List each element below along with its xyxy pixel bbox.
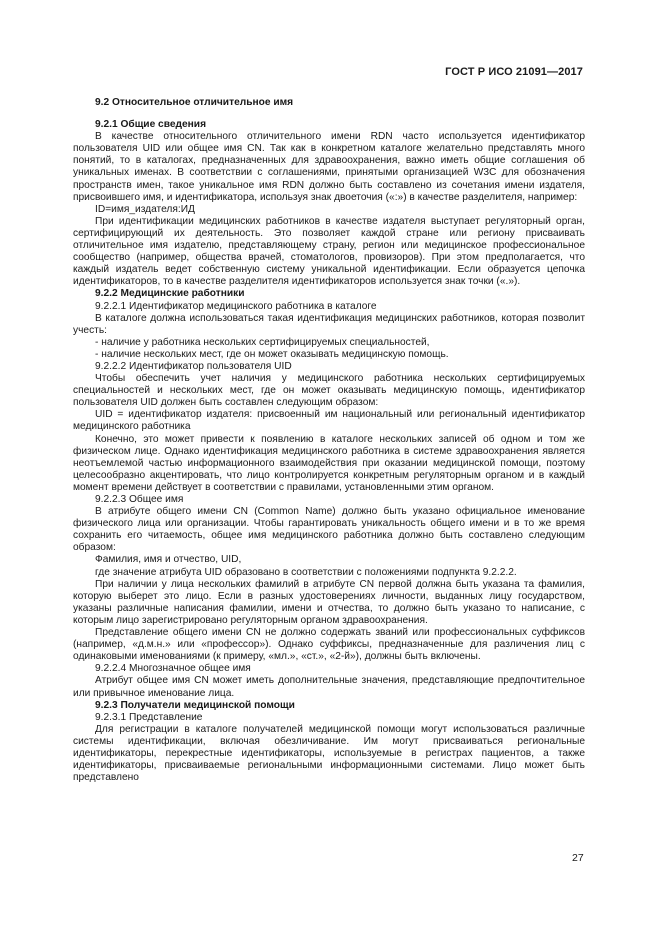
paragraph: Конечно, это может привести к появлению в каталоге нескольких записей об одном и том же физическом лице. Однако идентификация медицинского работника в системе здравоохранения является неотъемлемой частью информационного взаимодействия при оказании медицинской помощи, поэтому целесообразно акцентировать, что лицо контролируется конкретным регуляторным органом и в каждый момент времени действует в соответствии с правилами, установленными этим органом.	[73, 433, 585, 493]
paragraph: Для регистрации в каталоге получателей медицинской помощи могут использоваться различные системы идентификации, включая обезличивание. Им могут присваиваться региональные идентификаторы, перекрестные идентификаторы, используемые в регистрах пациентов, а также идентификаторы, присваиваемые региональными информационными системами. Лицо может быть представлено	[73, 723, 585, 784]
paragraph: Чтобы обеспечить учет наличия у медицинского работника нескольких сертифицируемых специальностей и нескольких мест, где он может оказывать медицинскую помощь, идентификатор пользователя UID должен быть составлен следующим образом:	[73, 373, 585, 409]
document-body	[73, 97, 585, 784]
paragraph: В качестве относительного отличительного имени RDN часто используется идентификатор пользователя UID или общее имя CN. Так как в конкретном каталоге желательно представлять много понятий, то в каталогах, предназначенных для здравоохранения, важно иметь общие соглашения об уникальных именах. В соответствии с соглашениями, принятыми организацией W3C для обозначения пространств имен, такое уникальное имя RDN должно быть составлено из сочетания имени издателя, присвоившего имя, и идентификатора, используя знак двоеточия («:») в качестве разделителя, например:	[73, 131, 585, 203]
paragraph: При идентификации медицинских работников в качестве издателя выступает регуляторный орган, сертифицирующий их деятельность. Это позволяет каждой стране или региону присваивать отличительное имя издателю, представляющему страну, регион или медицинское профессиональное сообщество (например, общества врачей, стоматологов, провизоров). При этом предполагается, что каждый издатель ведет собственную систему уникальной идентификации. Если образуется цепочка идентификаторов, то в качестве разделителя идентификаторов используется знак точки («.»).	[73, 215, 585, 288]
subsection-heading: 9.2.3 Получатели медицинской помощи	[95, 699, 295, 711]
paragraph: В атрибуте общего имени CN (Common Name) должно быть указано официальное именование физического лица или организации. Чтобы гарантировать уникальность общего имени и в то же время сохранить его читаемость, общее имя медицинского работника должно быть составлено следующим образом:	[73, 506, 585, 554]
section-heading: 9.2 Относительное отличительное имя	[95, 97, 294, 108]
clause-heading: 9.2.3.1 Представление	[95, 711, 203, 723]
standard-header: ГОСТ Р ИСО 21091—2017	[445, 66, 583, 78]
clause-heading: 9.2.2.4 Многозначное общее имя	[95, 663, 251, 675]
subsection-heading: 9.2.2 Медицинские работники	[95, 288, 245, 300]
paragraph: При наличии у лица нескольких фамилий в атрибуте CN первой должна быть указана та фамилия, которую выберет это лицо. Если в разных удостоверениях личности, выданных лицу государством, указаны различные написания фамилии, имени и отчества, то должно быть указано то написание, с которым лицо зарегистрировано регуляторным органом здравоохранения.	[73, 578, 585, 626]
clause-heading: 9.2.2.1 Идентификатор медицинского работника в каталоге	[95, 300, 377, 312]
page-number: 27	[572, 852, 584, 864]
list-item: - наличие нескольких мест, где он может оказывать медицинскую помощь.	[95, 348, 449, 360]
clause-heading: 9.2.2.2 Идентификатор пользователя UID	[95, 360, 292, 372]
formula-line: ID=имя_издателя:ИД	[95, 203, 195, 215]
clause-heading: 9.2.2.3 Общее имя	[95, 494, 184, 505]
subsection-heading: 9.2.1 Общие сведения	[95, 119, 207, 131]
paragraph: Представление общего имени CN не должно содержать званий или профессиональных суффиксов (например, «д.м.н.» или «профессор»). Однако суффиксы, предназначенные для различения лиц с одинаковыми именованиями (к примеру, «мл.», «ст.», «2-й»), должны быть включены.	[73, 627, 585, 663]
formula-line: Фамилия, имя и отчество, UID,	[95, 554, 242, 566]
formula-paragraph: UID = идентификатор издателя: присвоенный им национальный или региональный идентификатор медицинского работника	[73, 409, 585, 433]
paragraph: где значение атрибута UID образовано в соответствии с положениями подпункта 9.2.2.2.	[95, 566, 517, 578]
paragraph: Атрибут общее имя CN может иметь дополнительные значения, представляющие предпочтительное или привычное именование лица.	[73, 675, 585, 699]
paragraph: В каталоге должна использоваться такая идентификация медицинских работников, которая позволит учесть:	[73, 312, 585, 336]
list-item: - наличие у работника нескольких сертифицируемых специальностей,	[95, 336, 430, 348]
